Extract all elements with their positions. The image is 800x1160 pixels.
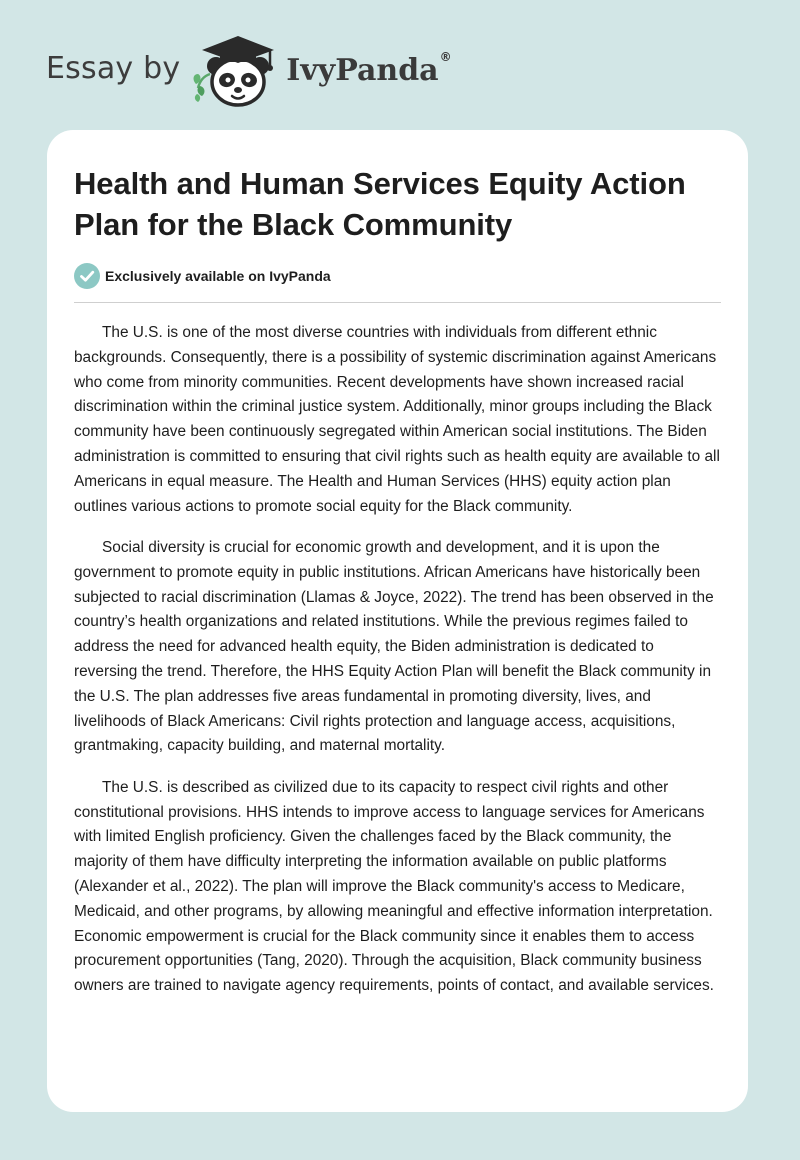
paragraph: Social diversity is crucial for economic growth and development, and it is upon the government to promote equity in public institutions. African Americans have historically been subjected to racial discrimination (Llamas & Joyce, 2022). The trend has been observed in the country’s health organizations and related institutions. While the previous regimes failed to address the need for advanced health equity, the Biden administration is dedicated to reversing the trend. Therefore, the HHS Equity Action Plan will benefit the Black community in the U.S. The plan addresses five areas fundamental in promoting diversity, lives, and livelihoods of Black Americans: Civil rights protection and language access, acquisitions, grantmaking, capacity building, and maternal mortality. [74, 538, 714, 755]
ivypanda-brand-logo[interactable] [46, 30, 452, 110]
paragraph: The U.S. is one of the most diverse countries with individuals from different ethnic backgrounds. Consequently, there is a possibility of systemic discrimination against Americans who come from minority communities. Recent developments have shown increased racial discrimination within the criminal justice system. Additionally, minor groups including the Black community have been continuously segregated within American social institutions. The Biden administration is committed to ensuring that civil rights such as health equity are available to all Americans in equal measure. The Health and Human Services (HHS) equity action plan outlines various actions to promote social equity for the Black community. [74, 324, 720, 515]
brand-name: IvyPanda® [286, 49, 452, 88]
essay-card [47, 130, 748, 1112]
check-circle-icon [74, 263, 100, 289]
divider [74, 302, 721, 303]
brand-prefix: Essay by [46, 50, 181, 86]
paragraph: The U.S. is described as civilized due to its capacity to respect civil rights and other constitutional provisions. HHS intends to improve access to language services for Americans with limited English proficiency. Given the challenges faced by the Black community, the majority of them have difficulty interpreting the information available on public platforms (Alexander et al., 2022). The plan will improve the Black community's access to Medicare, Medicaid, and other programs, by allowing meaningful and effective information interpretation. Economic empowerment is crucial for the Black community since it enables them to access procurement opportunities (Tang, 2020). Through the acquisition, Black community business owners are trained to navigate agency requirements, points of contact, and available services. [74, 778, 714, 995]
essay-body [74, 321, 721, 999]
badge-text: Exclusively available on IvyPanda [105, 268, 331, 284]
page-title: Health and Human Services Equity Action Plan for the Black Community [74, 166, 686, 242]
panda-graduate-icon [188, 30, 280, 110]
registered-mark: ® [439, 49, 452, 64]
exclusive-badge [74, 263, 721, 289]
